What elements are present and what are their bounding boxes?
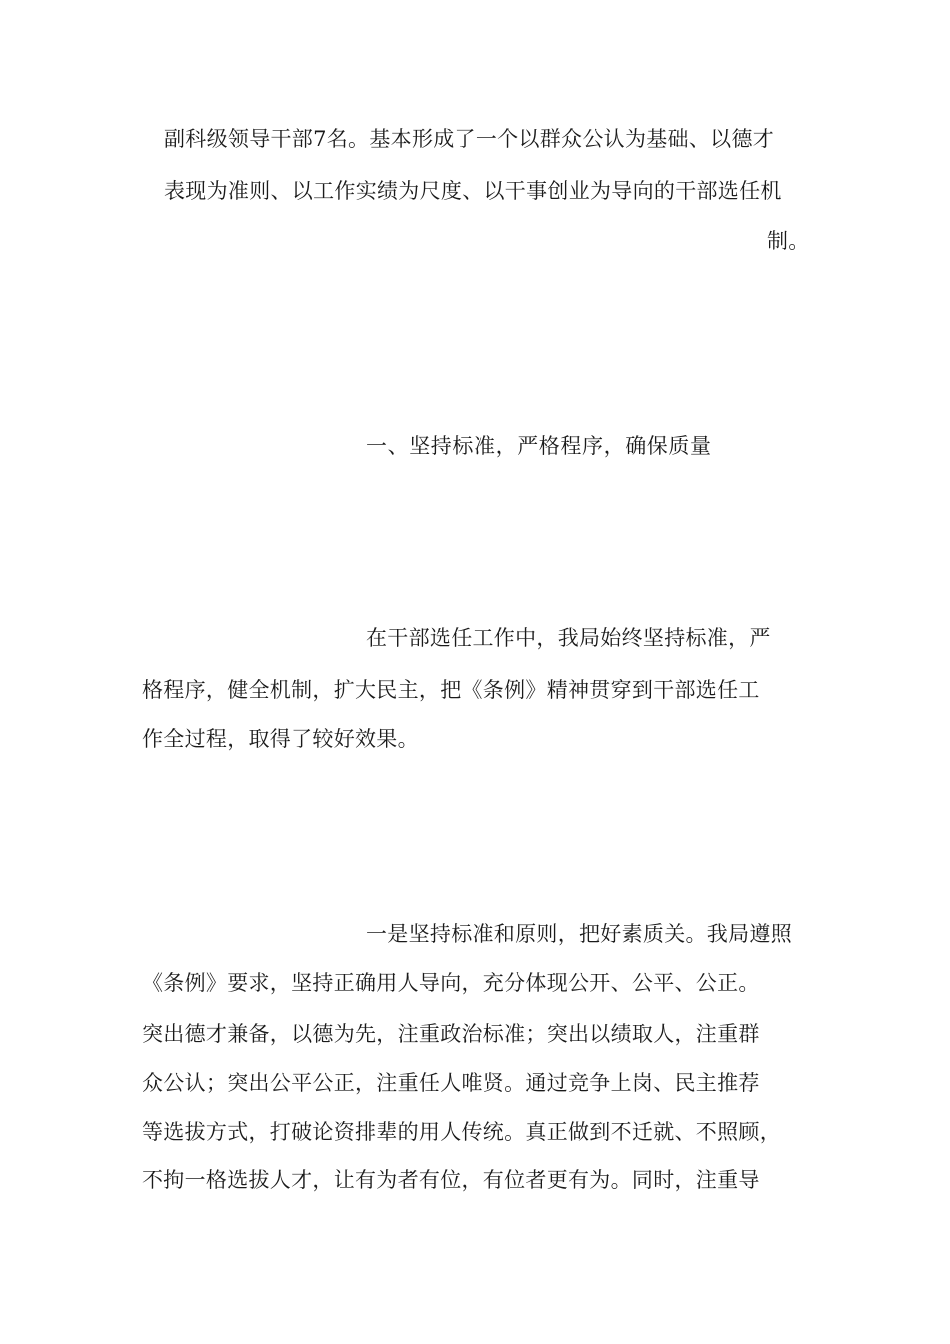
text-line: 《条例》要求，坚持正确用人导向，充分体现公开、公平、公正。 (142, 971, 760, 995)
text-line: 表现为准则、以工作实绩为尺度、以干事创业为导向的干部选任机 (164, 179, 782, 203)
text-line: 副科级领导干部7名。基本形成了一个以群众公认为基础、以德才 (164, 127, 775, 151)
text-line: 不拘一格选拔人才，让有为者有位，有位者更有为。同时，注重导 (142, 1168, 760, 1192)
text-line: 一是坚持标准和原则，把好素质关。我局遵照 (366, 922, 792, 946)
text-line: 众公认；突出公平公正，注重任人唯贤。通过竞争上岗、民主推荐 (142, 1071, 760, 1095)
text-line: 制。 (767, 229, 810, 253)
text-line: 格程序，健全机制，扩大民主，把《条例》精神贯穿到干部选任工 (142, 678, 760, 702)
text-line: 等选拔方式，打破论资排辈的用人传统。真正做到不迁就、不照顾， (142, 1120, 781, 1144)
text-line: 作全过程，取得了较好效果。 (142, 727, 419, 751)
text-line: 在干部选任工作中，我局始终坚持标准，严 (366, 626, 771, 650)
text-line: 突出德才兼备，以德为先，注重政治标准；突出以绩取人，注重群 (142, 1022, 760, 1046)
heading-text: 一、坚持标准，严格程序，确保质量 (366, 434, 712, 458)
